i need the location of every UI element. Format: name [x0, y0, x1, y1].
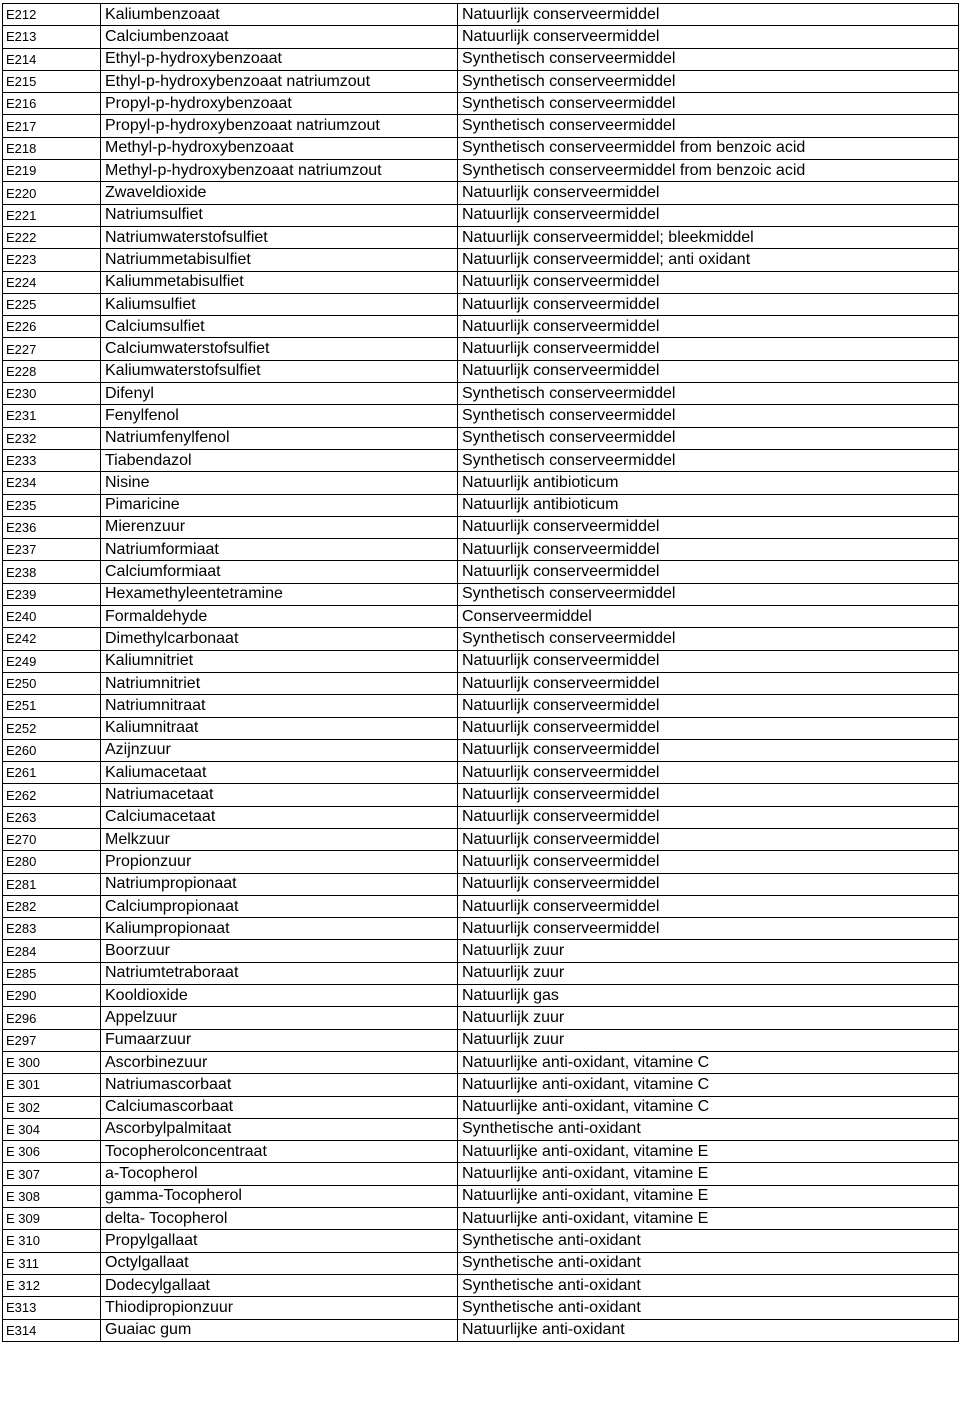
e-number-cell: E 308: [3, 1185, 101, 1207]
additive-description-cell: Conserveermiddel: [458, 606, 959, 628]
e-number-cell: E297: [3, 1029, 101, 1051]
additive-name-cell: Ascorbylpalmitaat: [101, 1118, 458, 1140]
table-row: [3, 338, 959, 360]
additive-description-cell: Natuurlijk conserveermiddel: [458, 851, 959, 873]
table-row: [3, 717, 959, 739]
e-number-cell: E284: [3, 940, 101, 962]
additive-name-cell: Kaliumnitraat: [101, 717, 458, 739]
additive-description-cell: Natuurlijk conserveermiddel: [458, 516, 959, 538]
additive-description-cell: Synthetische anti-oxidant: [458, 1252, 959, 1274]
additive-name-cell: Ethyl-p-hydroxybenzoaat: [101, 48, 458, 70]
additive-name-cell: Calciumwaterstofsulfiet: [101, 338, 458, 360]
table-row: [3, 293, 959, 315]
table-row: [3, 1096, 959, 1118]
table-row: [3, 360, 959, 382]
e-number-cell: E242: [3, 628, 101, 650]
table-row: [3, 1074, 959, 1096]
additive-description-cell: Natuurlijk conserveermiddel: [458, 873, 959, 895]
additive-name-cell: Natriumformiaat: [101, 539, 458, 561]
additive-description-cell: Synthetisch conserveermiddel: [458, 48, 959, 70]
additive-name-cell: Boorzuur: [101, 940, 458, 962]
table-row: [3, 182, 959, 204]
e-number-cell: E 309: [3, 1208, 101, 1230]
e-number-cell: E216: [3, 93, 101, 115]
table-row: [3, 1141, 959, 1163]
additive-name-cell: Melkzuur: [101, 828, 458, 850]
additive-description-cell: Natuurlijk conserveermiddel: [458, 828, 959, 850]
additive-name-cell: Hexamethyleentetramine: [101, 583, 458, 605]
additive-description-cell: Natuurlijk antibioticum: [458, 472, 959, 494]
table-row: [3, 1230, 959, 1252]
e-number-cell: E220: [3, 182, 101, 204]
e-number-cell: E313: [3, 1297, 101, 1319]
table-row: [3, 1029, 959, 1051]
additive-name-cell: Kaliumbenzoaat: [101, 4, 458, 26]
additive-name-cell: Kaliumnitriet: [101, 650, 458, 672]
additive-description-cell: Natuurlijk antibioticum: [458, 494, 959, 516]
additive-name-cell: Appelzuur: [101, 1007, 458, 1029]
table-row: [3, 1163, 959, 1185]
e-number-cell: E227: [3, 338, 101, 360]
e-number-cell: E223: [3, 249, 101, 271]
additive-name-cell: Fumaarzuur: [101, 1029, 458, 1051]
table-row: [3, 115, 959, 137]
e-number-cell: E252: [3, 717, 101, 739]
e-number-cell: E214: [3, 48, 101, 70]
additive-name-cell: Tocopherolconcentraat: [101, 1141, 458, 1163]
additive-description-cell: Natuurlijk conserveermiddel: [458, 806, 959, 828]
additive-description-cell: Natuurlijke anti-oxidant, vitamine E: [458, 1163, 959, 1185]
e-number-cell: E 306: [3, 1141, 101, 1163]
e-number-cell: E230: [3, 383, 101, 405]
e-number-cell: E234: [3, 472, 101, 494]
additive-description-cell: Natuurlijke anti-oxidant, vitamine C: [458, 1096, 959, 1118]
table-row: [3, 494, 959, 516]
e-number-cell: E249: [3, 650, 101, 672]
additive-name-cell: Natriumascorbaat: [101, 1074, 458, 1096]
e-number-cell: E260: [3, 739, 101, 761]
e-number-cell: E228: [3, 360, 101, 382]
additive-name-cell: Propylgallaat: [101, 1230, 458, 1252]
additive-name-cell: Calciumascorbaat: [101, 1096, 458, 1118]
additive-name-cell: Natriumpropionaat: [101, 873, 458, 895]
additive-description-cell: Natuurlijke anti-oxidant, vitamine C: [458, 1051, 959, 1073]
additive-description-cell: Natuurlijk conserveermiddel: [458, 739, 959, 761]
additive-description-cell: Synthetisch conserveermiddel from benzoic acid: [458, 137, 959, 159]
table-row: [3, 405, 959, 427]
e-number-cell: E285: [3, 962, 101, 984]
additive-description-cell: Natuurlijk conserveermiddel: [458, 717, 959, 739]
additive-description-cell: Natuurlijk conserveermiddel; anti oxidant: [458, 249, 959, 271]
additive-name-cell: Azijnzuur: [101, 739, 458, 761]
e-number-cell: E218: [3, 137, 101, 159]
additive-name-cell: Kaliumpropionaat: [101, 918, 458, 940]
additive-name-cell: Methyl-p-hydroxybenzoaat natriumzout: [101, 160, 458, 182]
additive-name-cell: Propionzuur: [101, 851, 458, 873]
table-row: [3, 873, 959, 895]
additive-name-cell: Formaldehyde: [101, 606, 458, 628]
additive-description-cell: Synthetisch conserveermiddel: [458, 583, 959, 605]
additive-description-cell: Natuurlijk zuur: [458, 1029, 959, 1051]
additive-description-cell: Natuurlijk zuur: [458, 962, 959, 984]
e-number-cell: E 300: [3, 1051, 101, 1073]
e-number-cell: E217: [3, 115, 101, 137]
additive-name-cell: Zwaveldioxide: [101, 182, 458, 204]
additive-name-cell: Mierenzuur: [101, 516, 458, 538]
e-number-cell: E224: [3, 271, 101, 293]
e-number-cell: E251: [3, 695, 101, 717]
additive-name-cell: Ascorbinezuur: [101, 1051, 458, 1073]
additive-name-cell: Calciumacetaat: [101, 806, 458, 828]
table-row: [3, 449, 959, 471]
additive-description-cell: Natuurlijk conserveermiddel: [458, 182, 959, 204]
additive-description-cell: Synthetische anti-oxidant: [458, 1274, 959, 1296]
table-row: [3, 539, 959, 561]
additive-name-cell: Pimaricine: [101, 494, 458, 516]
additive-description-cell: Synthetisch conserveermiddel from benzoic acid: [458, 160, 959, 182]
e-number-cell: E282: [3, 895, 101, 917]
additive-name-cell: Guaiac gum: [101, 1319, 458, 1341]
additive-description-cell: Natuurlijk conserveermiddel: [458, 561, 959, 583]
additive-name-cell: Propyl-p-hydroxybenzoaat: [101, 93, 458, 115]
additive-description-cell: Synthetisch conserveermiddel: [458, 405, 959, 427]
e-number-cell: E261: [3, 762, 101, 784]
e-number-cell: E262: [3, 784, 101, 806]
additive-description-cell: Natuurlijk conserveermiddel: [458, 539, 959, 561]
additive-description-cell: Natuurlijke anti-oxidant: [458, 1319, 959, 1341]
table-row: [3, 249, 959, 271]
e-number-cell: E314: [3, 1319, 101, 1341]
table-row: [3, 1319, 959, 1341]
e-number-cell: E 301: [3, 1074, 101, 1096]
e-number-cell: E 310: [3, 1230, 101, 1252]
additive-name-cell: Natriumnitraat: [101, 695, 458, 717]
table-row: [3, 472, 959, 494]
table-row: [3, 606, 959, 628]
additive-description-cell: Synthetische anti-oxidant: [458, 1297, 959, 1319]
table-row: [3, 962, 959, 984]
e-number-cell: E237: [3, 539, 101, 561]
table-row: [3, 427, 959, 449]
e-number-cell: E296: [3, 1007, 101, 1029]
e-number-cell: E236: [3, 516, 101, 538]
additive-description-cell: Natuurlijke anti-oxidant, vitamine E: [458, 1208, 959, 1230]
additive-description-cell: Synthetisch conserveermiddel: [458, 115, 959, 137]
table-row: [3, 784, 959, 806]
e-number-cell: E 312: [3, 1274, 101, 1296]
additive-name-cell: Calciumpropionaat: [101, 895, 458, 917]
additive-name-cell: Kaliummetabisulfiet: [101, 271, 458, 293]
additive-description-cell: Natuurlijk conserveermiddel: [458, 672, 959, 694]
table-row: [3, 1118, 959, 1140]
table-row: [3, 4, 959, 26]
additive-name-cell: delta- Tocopherol: [101, 1208, 458, 1230]
e-number-cell: E281: [3, 873, 101, 895]
e-number-cell: E215: [3, 70, 101, 92]
additive-name-cell: Nisine: [101, 472, 458, 494]
additive-name-cell: Propyl-p-hydroxybenzoaat natriumzout: [101, 115, 458, 137]
table-row: [3, 160, 959, 182]
additive-description-cell: Natuurlijk conserveermiddel: [458, 762, 959, 784]
additive-description-cell: Synthetisch conserveermiddel: [458, 628, 959, 650]
additive-name-cell: Kaliumsulfiet: [101, 293, 458, 315]
additive-description-cell: Natuurlijk zuur: [458, 1007, 959, 1029]
e-number-cell: E225: [3, 293, 101, 315]
additive-description-cell: Natuurlijk conserveermiddel: [458, 271, 959, 293]
e-number-cell: E235: [3, 494, 101, 516]
table-row: [3, 918, 959, 940]
additive-name-cell: Natriumnitriet: [101, 672, 458, 694]
additive-name-cell: Calciumsulfiet: [101, 316, 458, 338]
e-number-cell: E213: [3, 26, 101, 48]
table-row: [3, 985, 959, 1007]
table-row: [3, 226, 959, 248]
additive-name-cell: Kaliumwaterstofsulfiet: [101, 360, 458, 382]
additive-description-cell: Synthetisch conserveermiddel: [458, 383, 959, 405]
additive-name-cell: Natriummetabisulfiet: [101, 249, 458, 271]
additive-description-cell: Natuurlijk conserveermiddel: [458, 650, 959, 672]
additive-description-cell: Natuurlijk conserveermiddel: [458, 4, 959, 26]
table-row: [3, 1007, 959, 1029]
e-number-cell: E233: [3, 449, 101, 471]
e-number-cell: E222: [3, 226, 101, 248]
additive-description-cell: Natuurlijk conserveermiddel: [458, 360, 959, 382]
additive-description-cell: Synthetisch conserveermiddel: [458, 449, 959, 471]
additive-description-cell: Natuurlijk conserveermiddel: [458, 784, 959, 806]
additive-name-cell: Kaliumacetaat: [101, 762, 458, 784]
e-number-cell: E226: [3, 316, 101, 338]
table-row: [3, 204, 959, 226]
additive-description-cell: Natuurlijk conserveermiddel: [458, 293, 959, 315]
additive-description-cell: Natuurlijke anti-oxidant, vitamine E: [458, 1141, 959, 1163]
e-number-cell: E 311: [3, 1252, 101, 1274]
table-row: [3, 26, 959, 48]
table-row: [3, 1185, 959, 1207]
additive-name-cell: Natriumtetraboraat: [101, 962, 458, 984]
e-number-cell: E250: [3, 672, 101, 694]
e-number-cell: E240: [3, 606, 101, 628]
e-number-cell: E290: [3, 985, 101, 1007]
e-number-cell: E263: [3, 806, 101, 828]
additive-description-cell: Natuurlijk zuur: [458, 940, 959, 962]
table-row: [3, 1274, 959, 1296]
table-row: [3, 1252, 959, 1274]
additive-name-cell: Thiodipropionzuur: [101, 1297, 458, 1319]
table-row: [3, 70, 959, 92]
table-row: [3, 316, 959, 338]
additive-description-cell: Synthetische anti-oxidant: [458, 1230, 959, 1252]
table-row: [3, 806, 959, 828]
e-number-cell: E 307: [3, 1163, 101, 1185]
additive-description-cell: Natuurlijk conserveermiddel: [458, 26, 959, 48]
e-number-cell: E280: [3, 851, 101, 873]
additive-name-cell: Fenylfenol: [101, 405, 458, 427]
table-row: [3, 895, 959, 917]
additives-table-body: [3, 4, 959, 1342]
additive-description-cell: Natuurlijke anti-oxidant, vitamine C: [458, 1074, 959, 1096]
table-row: [3, 93, 959, 115]
additive-name-cell: Ethyl-p-hydroxybenzoaat natriumzout: [101, 70, 458, 92]
table-row: [3, 583, 959, 605]
table-row: [3, 650, 959, 672]
table-row: [3, 672, 959, 694]
table-row: [3, 828, 959, 850]
additive-description-cell: Synthetisch conserveermiddel: [458, 70, 959, 92]
additive-description-cell: Natuurlijk conserveermiddel: [458, 338, 959, 360]
table-row: [3, 383, 959, 405]
additive-description-cell: Synthetische anti-oxidant: [458, 1118, 959, 1140]
additive-name-cell: gamma-Tocopherol: [101, 1185, 458, 1207]
additive-description-cell: Natuurlijk conserveermiddel: [458, 918, 959, 940]
additive-name-cell: Natriumfenylfenol: [101, 427, 458, 449]
table-row: [3, 137, 959, 159]
e-number-cell: E 302: [3, 1096, 101, 1118]
e-number-cell: E212: [3, 4, 101, 26]
table-row: [3, 762, 959, 784]
table-row: [3, 940, 959, 962]
table-row: [3, 516, 959, 538]
table-row: [3, 739, 959, 761]
e-number-cell: E270: [3, 828, 101, 850]
additive-description-cell: Natuurlijk conserveermiddel: [458, 695, 959, 717]
additive-name-cell: a-Tocopherol: [101, 1163, 458, 1185]
additive-name-cell: Methyl-p-hydroxybenzoaat: [101, 137, 458, 159]
additive-description-cell: Natuurlijke anti-oxidant, vitamine E: [458, 1185, 959, 1207]
additive-name-cell: Dodecylgallaat: [101, 1274, 458, 1296]
table-row: [3, 1208, 959, 1230]
table-row: [3, 561, 959, 583]
additive-name-cell: Calciumbenzoaat: [101, 26, 458, 48]
additive-name-cell: Natriumwaterstofsulfiet: [101, 226, 458, 248]
additives-table: [2, 3, 959, 1342]
e-number-cell: E221: [3, 204, 101, 226]
additive-name-cell: Dimethylcarbonaat: [101, 628, 458, 650]
additive-name-cell: Kooldioxide: [101, 985, 458, 1007]
e-number-cell: E 304: [3, 1118, 101, 1140]
table-row: [3, 1297, 959, 1319]
additive-name-cell: Calciumformiaat: [101, 561, 458, 583]
e-number-cell: E283: [3, 918, 101, 940]
table-row: [3, 628, 959, 650]
e-number-cell: E232: [3, 427, 101, 449]
additive-description-cell: Natuurlijk conserveermiddel: [458, 204, 959, 226]
e-number-cell: E231: [3, 405, 101, 427]
additive-description-cell: Natuurlijk gas: [458, 985, 959, 1007]
additive-description-cell: Synthetisch conserveermiddel: [458, 427, 959, 449]
additive-name-cell: Natriumsulfiet: [101, 204, 458, 226]
additive-name-cell: Natriumacetaat: [101, 784, 458, 806]
e-number-cell: E219: [3, 160, 101, 182]
additive-description-cell: Synthetisch conserveermiddel: [458, 93, 959, 115]
additive-name-cell: Tiabendazol: [101, 449, 458, 471]
additive-description-cell: Natuurlijk conserveermiddel; bleekmiddel: [458, 226, 959, 248]
additive-name-cell: Difenyl: [101, 383, 458, 405]
additive-description-cell: Natuurlijk conserveermiddel: [458, 316, 959, 338]
table-row: [3, 48, 959, 70]
e-number-cell: E238: [3, 561, 101, 583]
additive-name-cell: Octylgallaat: [101, 1252, 458, 1274]
additive-description-cell: Natuurlijk conserveermiddel: [458, 895, 959, 917]
table-row: [3, 851, 959, 873]
table-row: [3, 271, 959, 293]
table-row: [3, 695, 959, 717]
table-row: [3, 1051, 959, 1073]
e-number-cell: E239: [3, 583, 101, 605]
